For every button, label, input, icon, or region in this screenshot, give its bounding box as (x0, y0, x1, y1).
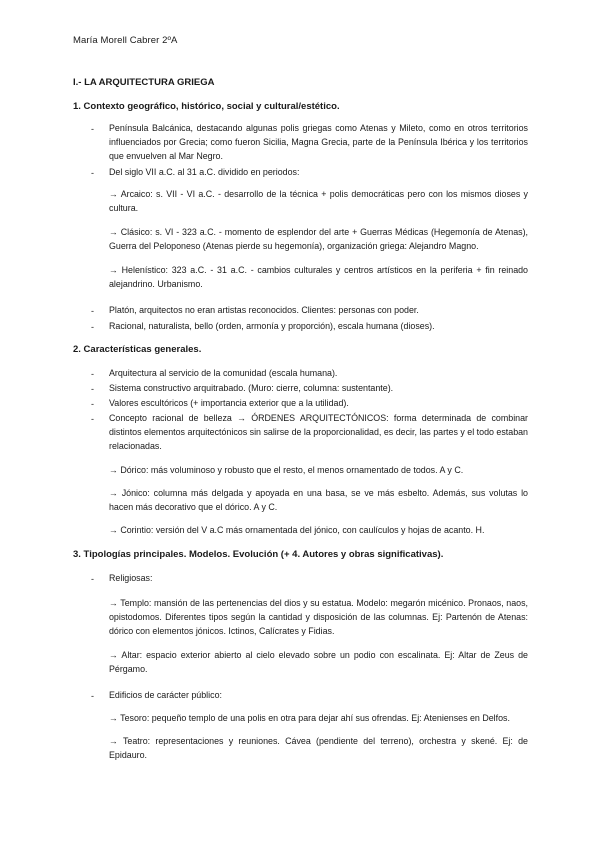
bullet-marker: - (91, 306, 94, 316)
list-item: Platón, arquitectos no eran artistas reconocidos. Clientes: personas con poder. (109, 305, 419, 315)
type-altar: → Altar: espacio exterior abierto al cielo elevado sobre un podio con escalinata. Ej: Altar de Zeus de Pérgamo. (109, 650, 528, 674)
order-dorico: → Dórico: más voluminoso y robusto que el resto, el menos ornamentado de todos. A y C. (109, 465, 464, 475)
author-name: María Morell Cabrer 2ºA (73, 35, 178, 46)
document-title: I.- LA ARQUITECTURA GRIEGA (73, 77, 215, 88)
bullet-marker: - (91, 399, 94, 409)
period-arcaico: → Arcaico: s. VII - VI a.C. - desarrollo de la técnica + polis democráticas pero con los mismos dioses y cultura. (109, 189, 528, 213)
period-helenistico: → Helenístico: 323 a.C. - 31 a.C. - cambios culturales y centros artísticos en la periferia + fin reinado alejandrino. Urbanismo. (109, 265, 528, 289)
list-item: Del siglo VII a.C. al 31 a.C. dividido en periodos: (109, 167, 300, 177)
list-item: Edificios de carácter público: (109, 690, 222, 700)
section-heading-3: 3. Tipologías principales. Modelos. Evolución (+ 4. Autores y obras significativas). (73, 549, 444, 560)
bullet-marker: - (91, 168, 94, 178)
type-tesoro: → Tesoro: pequeño templo de una polis en otra para dejar ahí sus ofrendas. Ej: Atenienses en Delfos. (109, 713, 510, 723)
section-heading-1: 1. Contexto geográfico, histórico, social y cultural/estético. (73, 101, 340, 112)
order-corintio: → Corintio: versión del V a.C más ornamentada del jónico, con caulículos y hojas de acanto. H. (109, 525, 485, 535)
list-item: Sistema constructivo arquitrabado. (Muro: cierre, columna: sustentante). (109, 383, 394, 393)
type-teatro: → Teatro: representaciones y reuniones. Cávea (pendiente del terreno), orchestra y skené. Ej: de Epidauro. (109, 736, 528, 760)
list-item: Valores escultóricos (+ importancia exterior que a la utilidad). (109, 398, 349, 408)
period-clasico: → Clásico: s. VI - 323 a.C. - momento de esplendor del arte + Guerras Médicas (Hegemonía de Atenas), Guerra del Peloponeso (Atenas pierde su hegemonía), organización griega: Alejandro Magno. (109, 227, 528, 251)
bullet-marker: - (91, 691, 94, 701)
bullet-marker: - (91, 384, 94, 394)
list-item: Arquitectura al servicio de la comunidad (escala humana). (109, 368, 338, 378)
bullet-marker: - (91, 322, 94, 332)
list-item: Racional, naturalista, bello (orden, armonía y proporción), escala humana (dioses). (109, 321, 435, 331)
list-item: Religiosas: (109, 573, 153, 583)
bullet-marker: - (91, 124, 94, 134)
type-templo: → Templo: mansión de las pertenencias del dios y su estatua. Modelo: megarón micénico. Pronaos, naos, opistodomos. Diferentes tipos según la cantidad y disposición de las columnas. Ej: Partenón de Atenas: dórico con elementos jónicos. Ictinos, Calícrates y Fidias. (109, 598, 528, 636)
bullet-marker: - (91, 574, 94, 584)
list-item: Concepto racional de belleza → ÓRDENES ARQUITECTÓNICOS: forma determinada de combinar distintos elementos arquitectónicos sin salirse de la proporcionalidad, es decir, las partes y el todo estaban relacionadas. (109, 413, 528, 451)
section-heading-2: 2. Características generales. (73, 344, 202, 355)
order-jonico: → Jónico: columna más delgada y apoyada en una basa, se ve más esbelto. Además, sus volutas lo hacen más decorativo que el dórico. A y C. (109, 488, 528, 512)
list-item: Península Balcánica, destacando algunas polis griegas como Atenas y Mileto, como en otros territorios influenciados por Grecia; como fueron Sicilia, Magna Grecia, parte de la Península Ibérica y los territorios que envuelven al Mar Negro. (109, 123, 528, 161)
bullet-marker: - (91, 414, 94, 424)
bullet-marker: - (91, 369, 94, 379)
